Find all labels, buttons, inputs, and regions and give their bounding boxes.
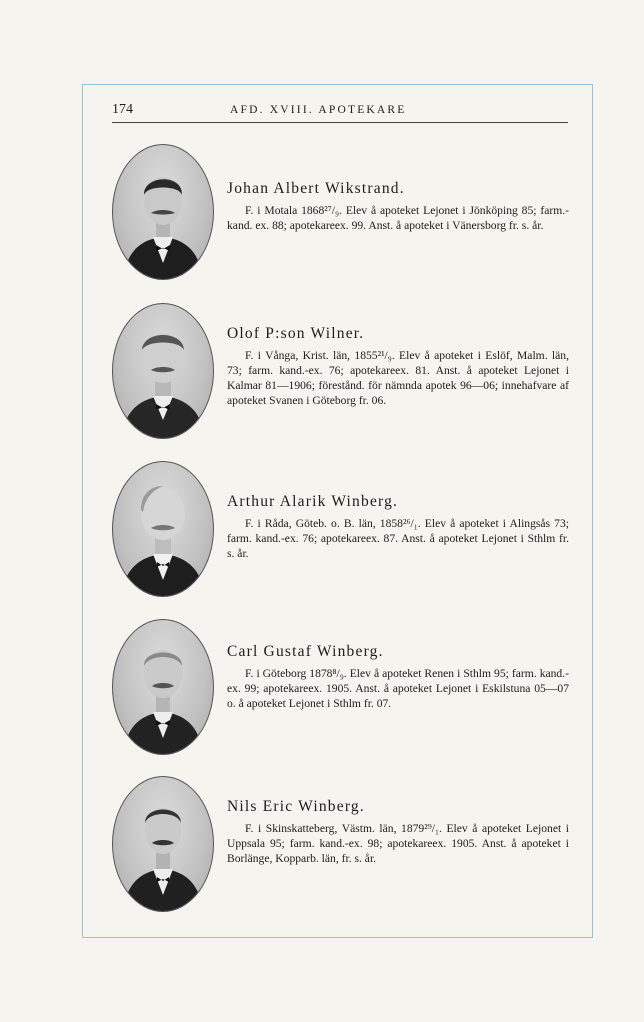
person-name: Nils Eric Winberg. bbox=[227, 798, 365, 815]
person-name: Arthur Alarik Winberg. bbox=[227, 493, 399, 510]
person-name: Johan Albert Wikstrand. bbox=[227, 180, 405, 197]
biography-entry bbox=[110, 776, 580, 916]
person-bio: F. i Göteborg 1878⁸/₉. Elev å apoteket Renen i Sthlm 95; farm. kand.-ex. 99; apotekareex. 1905. Anst. å apoteket Lejonet i Eskilstuna 05—07 o. å apoteket Lejonet i Sthlm fr. 07. bbox=[227, 667, 569, 710]
biography-entry bbox=[110, 619, 580, 759]
page-number: 174 bbox=[112, 102, 133, 117]
running-head: AFD. XVIII. APOTEKARE bbox=[230, 104, 407, 116]
portrait-photo bbox=[112, 776, 214, 912]
biography-entry bbox=[110, 461, 580, 601]
portrait-photo bbox=[112, 303, 214, 439]
person-bio: F. i Motala 1868²⁷/₉. Elev å apoteket Lejonet i Jönköping 85; farm.-kand. ex. 88; apotekareex. 99. Anst. å apoteket i Vänersborg fr. s. år. bbox=[227, 204, 569, 232]
portrait-photo bbox=[112, 619, 214, 755]
person-name: Olof P:son Wilner. bbox=[227, 325, 365, 342]
person-bio: F. i Skinskatteberg, Västm. län, 1879²⁹/₁. Elev å apoteket Lejonet i Uppsala 95; farm. kand.-ex. 98; apotekareex. 1905. Anst. å apoteket i Borlänge, Kopparb. län, fr. s. år. bbox=[227, 822, 569, 865]
biography-entry bbox=[110, 303, 580, 443]
biography-entry bbox=[110, 144, 580, 284]
person-bio: F. i Vånga, Krist. län, 1855²¹/₉. Elev å apoteket i Eslöf, Malm. län, 73; farm. kand.-ex. 76; apotekareex. 81. Anst. å apoteket Lejonet i Kalmar 81—1906; förestånd. för nämnda apotek 96—06; innehafvare af apoteket Svanen i Göteborg fr. 06. bbox=[227, 349, 569, 407]
page-header bbox=[112, 102, 568, 123]
portrait-photo bbox=[112, 461, 214, 597]
person-name: Carl Gustaf Winberg. bbox=[227, 643, 384, 660]
person-bio: F. i Råda, Göteb. o. B. län, 1858²⁶/₁. Elev å apoteket i Alingsås 73; farm. kand.-ex. 76; apotekareex. 87. Anst. å apoteket Lejonet i Sthlm fr. s. år. bbox=[227, 517, 569, 560]
portrait-photo bbox=[112, 144, 214, 280]
